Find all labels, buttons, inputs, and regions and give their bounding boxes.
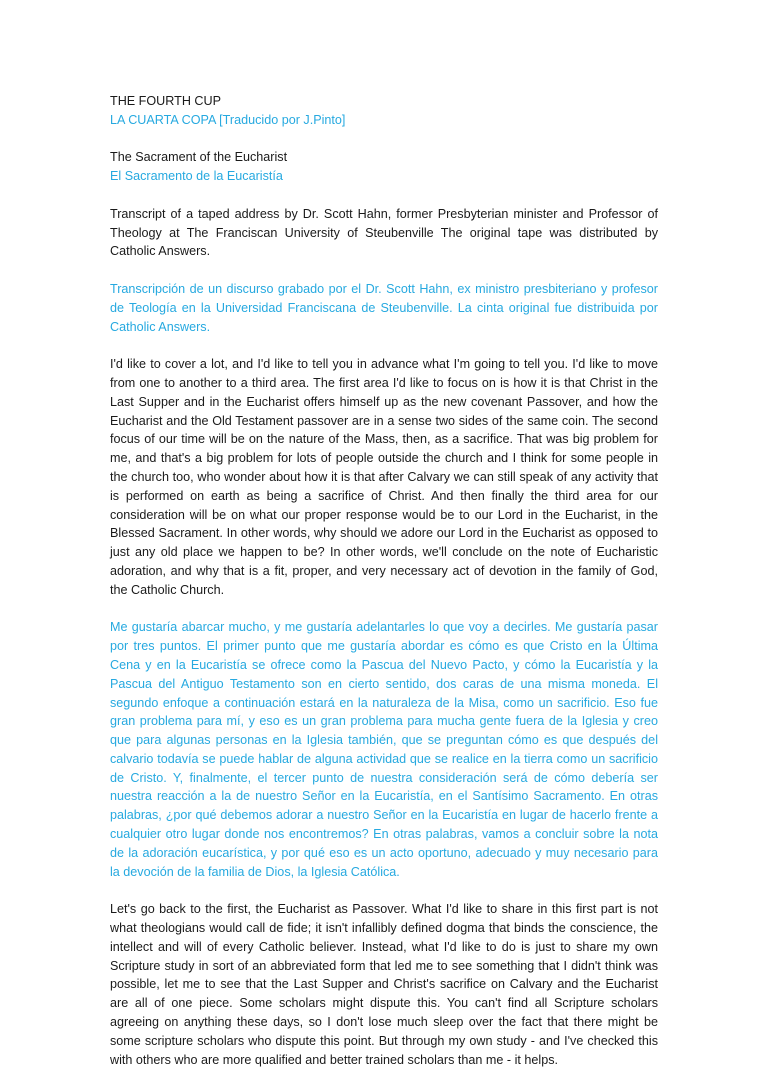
document-subtitle: The Sacrament of the Eucharist bbox=[110, 150, 288, 165]
intro-paragraph-translation: Transcripción de un discurso grabado por el Dr. Scott Hahn, ex ministro presbiteriano y profesor de Teología en la Universidad Franciscana de Steubenville. La cinta original fue distribuida por Catholic Answers. bbox=[110, 281, 658, 334]
body-paragraph-1: I'd like to cover a lot, and I'd like to tell you in advance what I'm going to tell you. I'd like to move from one to another to a third area. The first area I'd like to focus on is how it is that Christ in the Last Supper and in the Eucharist offers himself up as the new covenant Passover, and how the Eucharist and the Old Testament passover are in a sense two sides of the same coin. The second focus of our time will be on the nature of the Mass, then, as a sacrifice. That was big problem for me, and that's a big problem for lots of people outside the church and I think for some people in the church too, who wonder about how it is that after Calvary we can still speak of any activity that is performed on earth as being a sacrifice of Christ. And then finally the third area for our consideration will be on what our proper response would be to our Lord in the Eucharist, in the Blessed Sacrament. In other words, why should we adore our Lord in the Eucharist as opposed to just any old place we happen to be? In other words, we'll conclude on the note of Eucharistic adoration, and why that is a fit, proper, and very necessary act of devotion in the family of God, the Catholic Church. bbox=[110, 357, 658, 597]
body-paragraph-1-translation: Me gustaría abarcar mucho, y me gustaría adelantarles lo que voy a decirles. Me gustaría pasar por tres puntos. El primer punto que me gustaría abordar es cómo es que Cristo en la Última Cena y en la Eucaristía se ofrece como la Pascua del Nuevo Pacto, y cómo la Eucaristía y la Pascua del Antiguo Testamento son en cierto sentido, dos caras de una misma moneda. El segundo enfoque a continuación estará en la naturaleza de la Misa, como un sacrificio. Eso fue gran problema para mí, y eso es un gran problema para mucha gente fuera de la Iglesia y creo que para algunas personas en la Iglesia también, que se preguntan cómo es que después del calvario todavía se puede hablar de alguna actividad que se realice en la tierra como un sacrificio de Cristo. Y, finalmente, el tercer punto de nuestra consideración será de cómo debería ser nuestra reacción a la de nuestro Señor en la Eucaristía, en el Santísimo Sacramento. En otras palabras, ¿por qué debemos adorar a nuestro Señor en la Eucaristía en lugar de hacerlo frente a cualquier otro lugar donde nos encontremos? En otras palabras, vamos a concluir sobre la nota de la adoración eucarística, y por qué eso es un acto oportuno, adecuado y muy necesario para la devoción de la familia de Dios, la Iglesia Católica. bbox=[110, 620, 658, 879]
document-title: THE FOURTH CUP bbox=[110, 94, 222, 108]
document-title-translation: LA CUARTA COPA [Traducido por J.Pinto] bbox=[110, 112, 346, 127]
intro-paragraph: Transcript of a taped address by Dr. Scott Hahn, former Presbyterian minister and Professor of Theology at The Franciscan University of Steubenville The original tape was distributed by Catholic Answers. bbox=[110, 206, 658, 259]
title-block bbox=[110, 92, 658, 130]
document-subtitle-translation: El Sacramento de la Eucaristía bbox=[110, 169, 283, 184]
document-page bbox=[110, 92, 658, 1088]
body-paragraph-2: Let's go back to the first, the Eucharist as Passover. What I'd like to share in this first part is not what theologians would call de fide; it isn't infallibly defined dogma that binds the conscience, the intellect and will of every Catholic believer. Instead, what I'd like to do is just to share my own Scripture study in sort of an abbreviated form that led me to see something that I didn't think was possible, let me to see that the Last Supper and Christ's sacrifice on Calvary and the Eucharist are all of one piece. Some scholars might dispute this. You can't find all Scripture scholars agreeing on anything these days, so I don't lose much sleep over the fact that there might be some scripture scholars who dispute this point. But through my own study - and I've checked this with others who are more qualified and better trained scholars than me - it helps. bbox=[110, 902, 658, 1067]
subtitle-block bbox=[110, 148, 658, 186]
